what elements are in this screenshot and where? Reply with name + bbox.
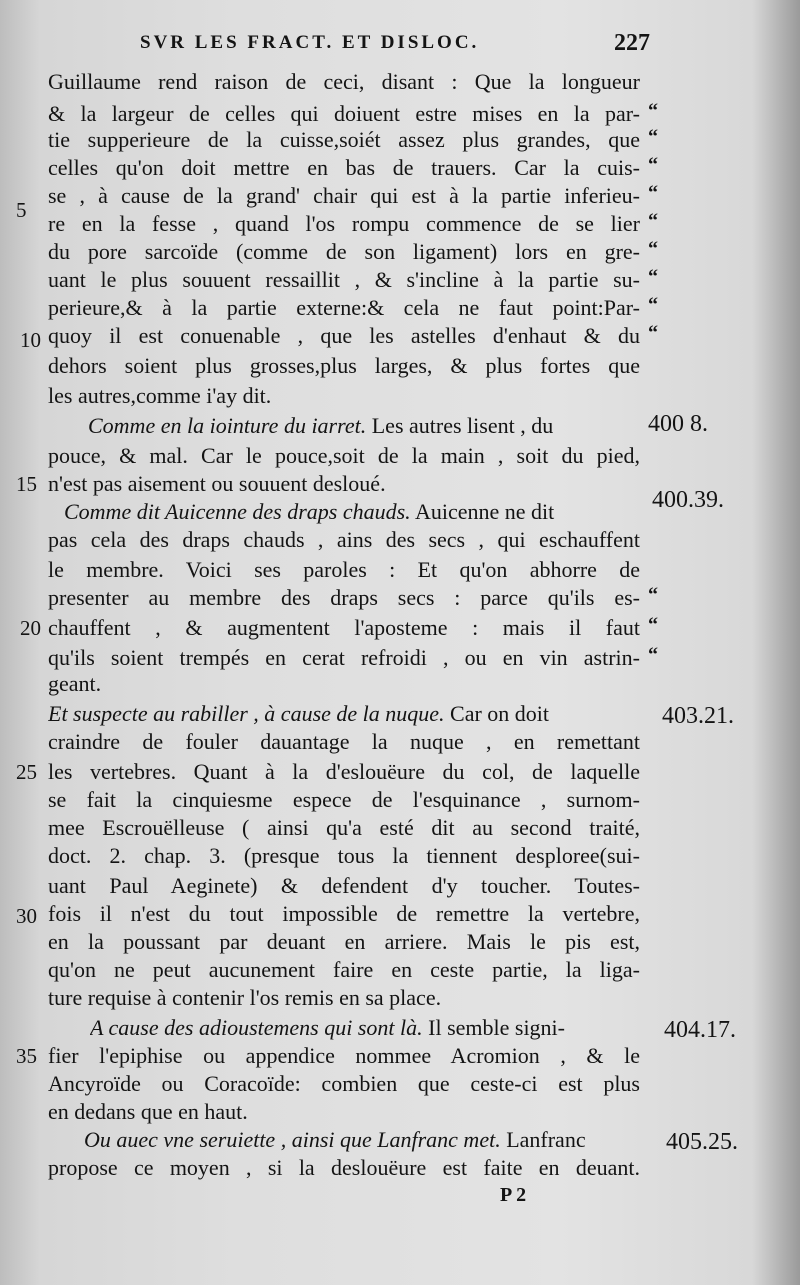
text-line: propose ce moyen , si la deslouëure est faite en deuant. (48, 1155, 640, 1180)
text-line: les vertebres. Quant à la d'eslouëure du col, de laquelle (48, 759, 640, 784)
text-line: se fait la cinquiesme espece de l'esquinance , surnom- (48, 787, 640, 812)
text-line: celles qu'on doit mettre en bas de trauers. Car la cuis- (48, 155, 640, 180)
quotation-mark: “ (648, 322, 658, 344)
line-number: 10 (20, 328, 41, 352)
text-line: quoy il est conuenable , que les astelles d'enhaut & du (48, 323, 640, 348)
text-line: se , à cause de la grand' chair qui est à la partie inferieu- (48, 183, 640, 208)
text-line: Guillaume rend raison de ceci, disant : Que la longueur (48, 69, 640, 94)
commentary-text: Auicenne ne dit (410, 499, 555, 524)
quotation-mark: “ (648, 584, 658, 606)
lemma: A cause des adioustemens qui sont là. (90, 1015, 423, 1040)
text-line: uant Paul Aeginete) & defendent d'y toucher. Toutes- (48, 873, 640, 898)
margin-reference: 405.25. (666, 1129, 738, 1155)
text-line: en dedans que en haut. (48, 1099, 248, 1124)
text-line: craindre de fouler dauantage la nuque , en remettant (48, 729, 640, 754)
commentary-text: Les autres lisent , du (366, 413, 554, 438)
quotation-mark: “ (648, 266, 658, 288)
line-number: 30 (16, 904, 37, 928)
text-line: tie supperieure de la cuisse,soiét assez plus grandes, que (48, 127, 640, 152)
text-line: dehors soient plus grosses,plus larges, & plus fortes que (48, 353, 640, 378)
lemma: Comme en la iointure du iarret. (88, 413, 367, 438)
running-head: SVR LES FRACT. ET DISLOC. (140, 32, 480, 53)
text-line: du pore sarcoïde (comme de son ligament) lors en gre- (48, 239, 640, 264)
quotation-mark: “ (648, 154, 658, 176)
text-line: perieure,& à la partie externe:& cela ne faut point:Par- (48, 295, 640, 320)
text-line: fier l'epiphise ou appendice nommee Acromion , & le (48, 1043, 640, 1068)
quotation-mark: “ (648, 238, 658, 260)
margin-reference: 404.17. (664, 1017, 736, 1043)
text-line: doct. 2. chap. 3. (presque tous la tiennent desploree(sui- (48, 843, 640, 868)
lemma: Ou auec vne seruiette , ainsi que Lanfranc met. (84, 1127, 501, 1152)
text-line: les autres,comme i'ay dit. (48, 383, 272, 408)
text-line: le membre. Voici ses paroles : Et qu'on abhorre de (48, 557, 640, 582)
commentary-text: Il semble signi- (422, 1015, 565, 1040)
margin-reference: 403.21. (662, 703, 734, 729)
text-line: qu'on ne peut aucunement faire en ceste partie, la liga- (48, 957, 640, 982)
text-line: pouce, & mal. Car le pouce,soit de la main , soit du pied, (48, 443, 640, 468)
line-number: 20 (20, 616, 41, 640)
line-number: 35 (16, 1044, 37, 1068)
line-number: 25 (16, 760, 37, 784)
text-line: uant le plus souuent ressaillit , & s'incline à la partie su- (48, 267, 640, 292)
quotation-mark: “ (648, 210, 658, 232)
quotation-mark: “ (648, 100, 658, 122)
quotation-mark: “ (648, 182, 658, 204)
text-line: pas cela des draps chauds , ains des secs , qui eschauffent (48, 527, 640, 552)
text-line: mee Escrouëlleuse ( ainsi qu'a esté dit au second traité, (48, 815, 640, 840)
quotation-mark: “ (648, 614, 658, 636)
signature-mark: P 2 (500, 1184, 527, 1206)
text-line: n'est pas aisement ou souuent desloué. (48, 471, 386, 496)
lemma: Comme dit Auicenne des draps chauds. (64, 499, 411, 524)
quotation-mark: “ (648, 294, 658, 316)
text-line: re en la fesse , quand l'os rompu commence de se lier (48, 211, 640, 236)
text-line: Ancyroïde ou Coracoïde: combien que ceste-ci est plus (48, 1071, 640, 1096)
text-line: geant. (48, 671, 102, 696)
text-line: ture requise à contenir l'os remis en sa place. (48, 985, 442, 1010)
text-line: chauffent , & augmentent l'aposteme : mais il faut (48, 615, 640, 640)
commentary-text: Car on doit (444, 701, 550, 726)
lemma-line (88, 410, 640, 442)
lemma: Et suspecte au rabiller , à cause de la nuque. (48, 701, 445, 726)
text-line: qu'ils soient trempés en cerat refroidi , ou en vin astrin- (48, 645, 640, 670)
text-line: & la largeur de celles qui doiuent estre mises en la par- (48, 101, 640, 126)
text-line: presenter au membre des draps secs : parce qu'ils es- (48, 585, 640, 610)
line-number: 5 (16, 198, 27, 222)
quotation-mark: “ (648, 644, 658, 666)
text-line: fois il n'est du tout impossible de remettre la vertebre, (48, 901, 640, 926)
commentary-text: Lanfranc (500, 1127, 586, 1152)
quotation-mark: “ (648, 126, 658, 148)
line-number: 15 (16, 472, 37, 496)
margin-reference: 400 8. (648, 411, 708, 437)
margin-reference: 400.39. (652, 487, 724, 513)
page-header (140, 30, 650, 64)
page-number: 227 (614, 30, 650, 56)
text-line: en la poussant par deuant en arriere. Mais le pis est, (48, 929, 640, 954)
